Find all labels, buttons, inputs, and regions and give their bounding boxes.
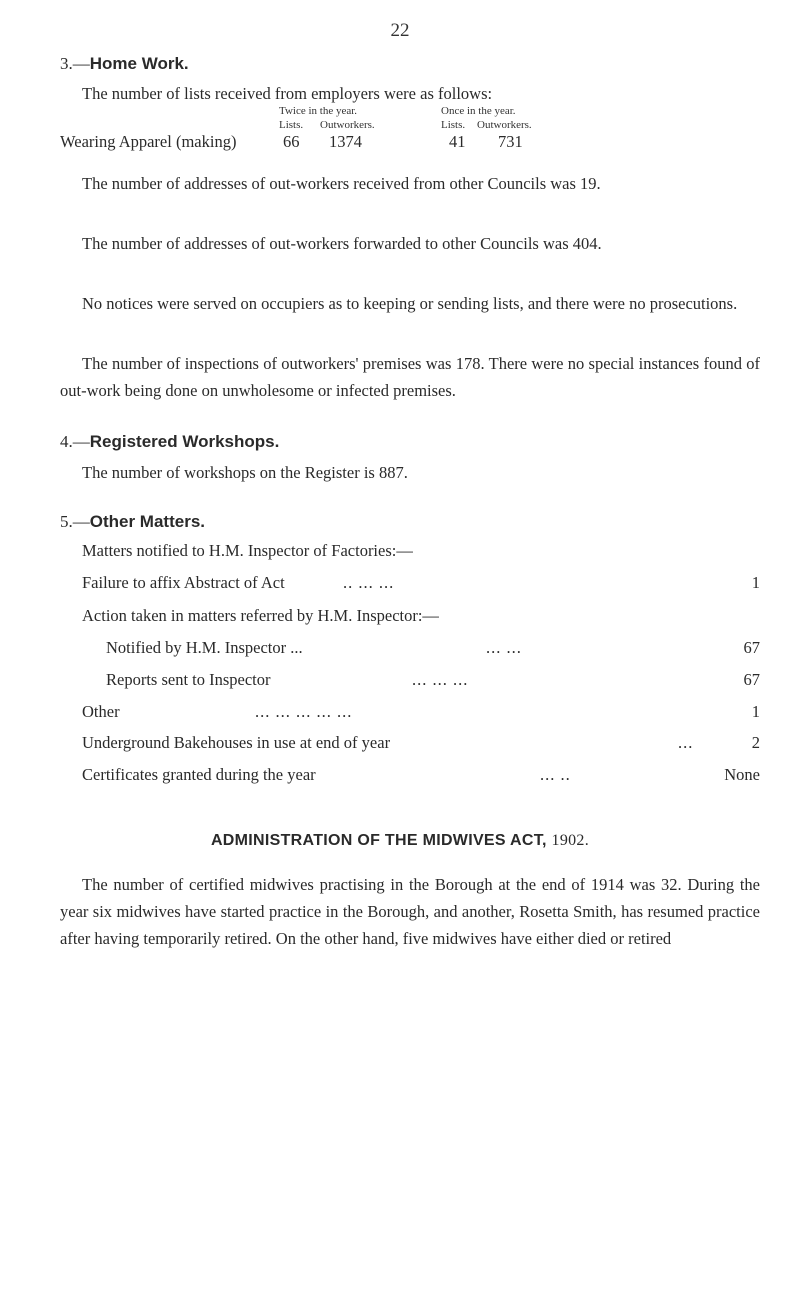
page-number: 22 — [390, 20, 410, 41]
act-title: ADMINISTRATION OF THE MIDWIVES ACT, — [210, 832, 547, 849]
section-heading-home-work — [60, 54, 189, 74]
table-row-label: Wearing Apparel (making) — [60, 132, 237, 151]
leader-dots: ... ... ... — [412, 670, 469, 689]
section-title: Home Work. — [89, 54, 189, 73]
paragraph: The number of addresses of out-workers received from other Councils was 19. — [82, 174, 601, 193]
col-sub-lists-2: Lists. — [441, 119, 466, 131]
table-cell: 66 — [283, 132, 300, 151]
table-cell: 1374 — [329, 132, 362, 151]
midwives-act-heading — [0, 832, 800, 850]
row-value: 2 — [751, 733, 760, 752]
leader-dots: ... ... — [486, 638, 522, 657]
row-label: Other — [82, 702, 120, 721]
col-sub-outworkers-1: Outworkers. — [320, 119, 375, 131]
home-work-intro: The number of lists received from employers were as follows: — [82, 84, 493, 103]
row-label: Failure to affix Abstract of Act — [82, 573, 285, 592]
row-label: Action taken in matters referred by H.M. Inspector:— — [82, 606, 439, 625]
section-title: Registered Workshops. — [89, 432, 280, 451]
leader-dots: ... — [678, 733, 694, 752]
section-heading-registered-workshops — [60, 432, 279, 452]
leader-dots: ... ... ... ... ... — [255, 702, 353, 721]
table-cell: 41 — [449, 132, 466, 151]
row-value: 67 — [743, 670, 760, 689]
col-sub-lists-1: Lists. — [279, 119, 304, 131]
row-value: None — [724, 765, 760, 784]
section-number: 5.— — [60, 512, 90, 531]
matters-intro: Matters notified to H.M. Inspector of Factories:— — [82, 541, 413, 560]
row-value: 1 — [751, 702, 760, 721]
row-label: Notified by H.M. Inspector ... — [106, 638, 303, 657]
row-label: Underground Bakehouses in use at end of year — [82, 733, 391, 752]
row-value: 1 — [751, 573, 760, 592]
section-number: 4.— — [60, 432, 90, 451]
leader-dots: .. ... ... — [343, 573, 395, 592]
col-sub-outworkers-2: Outworkers. — [477, 119, 532, 131]
leader-dots: ... .. — [540, 765, 571, 784]
paragraph: The number of workshops on the Register is 887. — [82, 463, 408, 482]
table-cell: 731 — [498, 132, 523, 151]
row-value: 67 — [743, 638, 760, 657]
col-header-twice: Twice in the year. — [279, 105, 358, 117]
row-label: Certificates granted during the year — [82, 765, 316, 784]
paragraph: No notices were served on occupiers as to keeping or sending lists, and there were no prosecutions. — [82, 294, 738, 313]
section-heading-other-matters — [60, 512, 205, 532]
paragraph: The number of certified midwives practising in the Borough at the end of 1914 was 32. During the year six midwives have started practice in the Borough, and another, Rosetta Smith, has resumed practice after having temporarily retired. On the other hand, five midwives have either died or retired — [60, 875, 760, 948]
section-title: Other Matters. — [89, 512, 205, 531]
section-number: 3.— — [60, 54, 90, 73]
row-label: Reports sent to Inspector — [106, 670, 271, 689]
paragraph: The number of inspections of outworkers' premises was 178. There were no special instances found of out-work being done on unwholesome or infected premises. — [60, 354, 760, 400]
act-year: 1902. — [551, 832, 590, 849]
col-header-once: Once in the year. — [441, 105, 516, 117]
paragraph: The number of addresses of out-workers forwarded to other Councils was 404. — [82, 234, 602, 253]
